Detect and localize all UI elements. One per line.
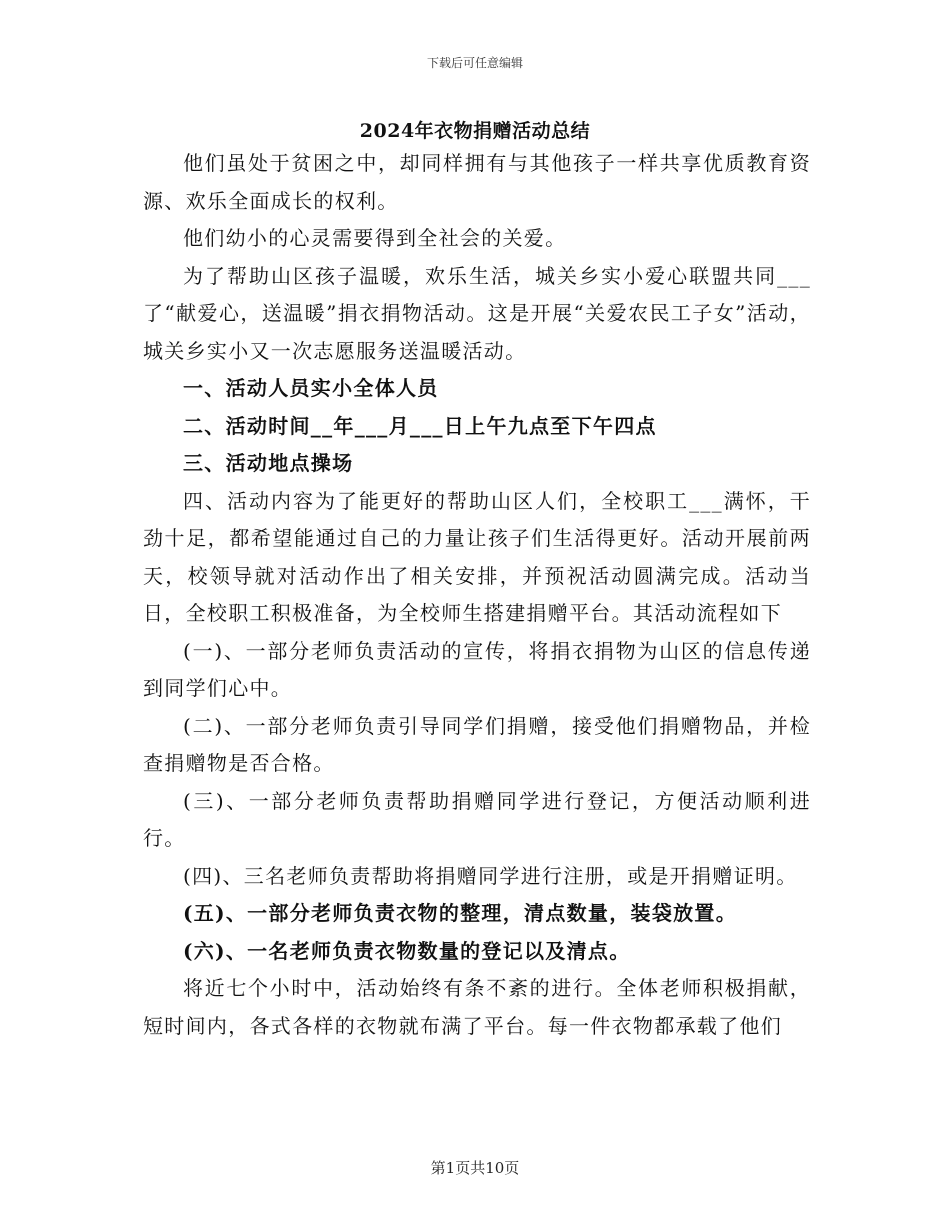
page-footer: 第1页共10页 [430, 1159, 520, 1177]
process-item-3: (三)、一部分老师负责帮助捐赠同学进行登记，方便活动顺利进行。 [143, 788, 811, 850]
process-item-5: (五)、一部分老师负责衣物的整理，清点数量，装袋放置。 [183, 901, 738, 925]
paragraph-intro-activity: 为了帮助山区孩子温暖，欢乐生活，城关乡实小爱心联盟共同___了“献爱心，送温暖”捐衣捐物活动。这是开展“关爱农民工子女”活动，城关乡实小又一次志愿服务送温暖活动。 [143, 263, 811, 363]
section-time: 二、活动时间__年___月___日上午九点至下午四点 [183, 413, 657, 438]
process-item-4: (四)、三名老师负责帮助将捐赠同学进行注册，或是开捐赠证明。 [183, 863, 798, 888]
process-item-6: (六)、一名老师负责衣物数量的登记以及清点。 [183, 938, 631, 963]
section-location: 三、活动地点操场 [183, 451, 354, 475]
document-title: 2024年衣物捐赠活动总结 [359, 120, 591, 142]
paragraph-intro-care: 他们幼小的心灵需要得到全社会的关爱。 [183, 226, 567, 250]
section-participants: 一、活动人员实小全体人员 [183, 376, 439, 400]
process-item-1: (一)、一部分老师负责活动的宣传，将捐衣捐物为山区的信息传递到同学们心中。 [143, 638, 811, 700]
paragraph-intro-rights: 他们虽处于贫困之中，却同样拥有与其他孩子一样共享优质教育资源、欢乐全面成长的权利。 [143, 151, 811, 213]
process-item-2: (二)、一部分老师负责引导同学们捐赠，接受他们捐赠物品，并检查捐赠物是否合格。 [143, 713, 811, 775]
document-body [143, 145, 811, 1045]
paragraph-summary: 将近七个小时中，活动始终有条不紊的进行。全体老师积极捐献，短时间内，各式各样的衣物就布满了平台。每一件衣物都承载了他们 [143, 976, 811, 1038]
page-header: 下载后可任意编辑 [426, 56, 523, 70]
section-content: 四、活动内容为了能更好的帮助山区人们，全校职工___满怀，干劲十足，都希望能通过自己的力量让孩子们生活得更好。活动开展前两天，校领导就对活动作出了相关安排，并预祝活动圆满完成。活动当日，全校职工积极准备，为全校师生搭建捐赠平台。其活动流程如下 [143, 488, 811, 625]
